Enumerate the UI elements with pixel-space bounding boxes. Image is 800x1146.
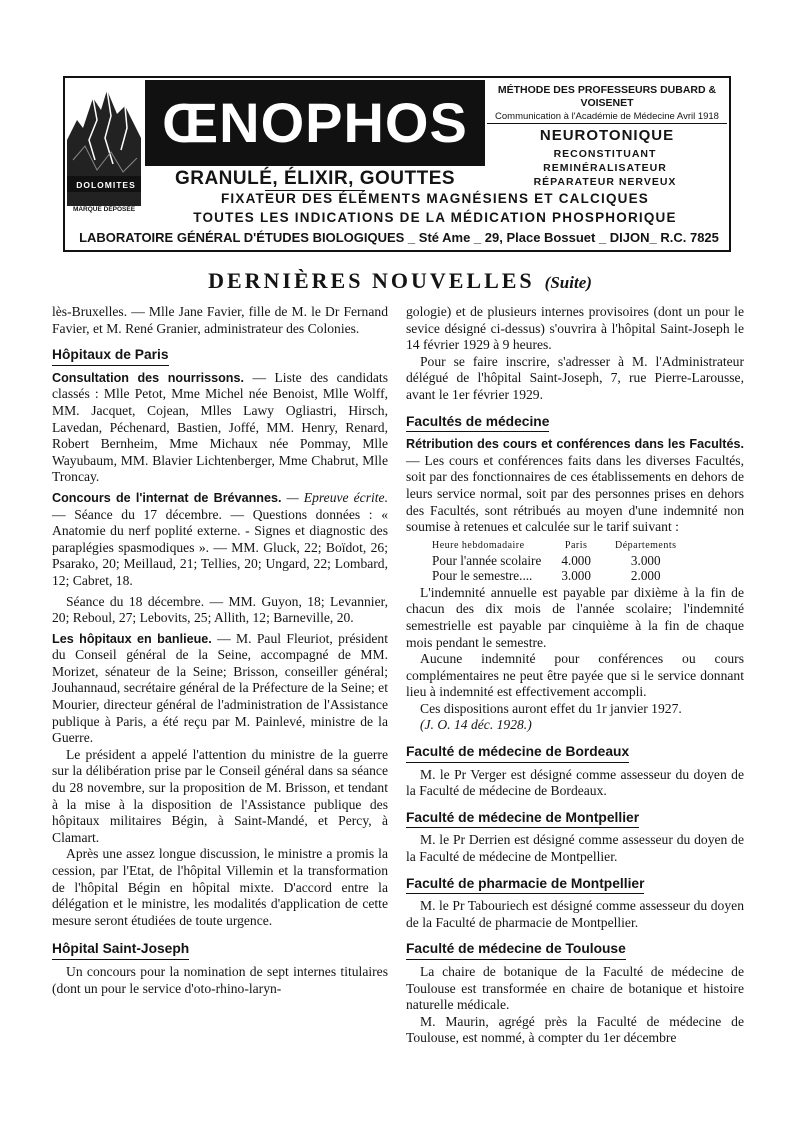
paragraph-text: — Liste des candidats classés : Mlle Petot, Mme Michel née Benoist, Mlle Wolff, MM. Jacquet, Cojean, Mlles Lawy Ogliastri, Hirsch, Lavedan, Péchenard, Bastien, Joffé, MM. Henry, Renard, Robert Bernheim, Mme Michaux née Pommay, Mlle Wayubaum, MM. Blavier Lichtenberger, Mme Chabrut, Mlle Troncay. [52,369,388,485]
paragraph-text: — Séance du 17 décembre. — Questions données : « Anatomie du nerf poplité externe. - Signes et diagnostic des paraplégies spasmodiques ». — MM. Gluck, 22; Boïdot, 26; Psarako, 20; Meillaud, 21; Tellies, 20; Ungard, 22; Lombard, 12; Cabret, 18. [52,506,388,588]
ad-line-indications: TOUTES LES INDICATIONS DE LA MÉDICATION PHOSPHORIQUE [193,210,677,225]
paragraph: Pour se faire inscrire, s'adresser à M. l'Administrateur délégué de l'hôpital Saint-Joseph, 7, rue Pierre-Larousse, avant le 1er février 1929. [406,353,744,402]
property-item: RECONSTITUANT [553,148,657,160]
paragraph: Après une assez longue discussion, le ministre a promis la cession, par l'Etat, de l'hôpital Villemin et la transformation de l'hôpital Bégin en hôpital mixte. D'accord entre la délégation et le ministre, les modalités d'application de cette mesure seront étudiées de toute urgence. [52,846,388,928]
method-credit [487,80,727,124]
heading-faculte-bordeaux: Faculté de médecine de Bordeaux [406,744,629,763]
table-cell: 3.000 [561,567,591,583]
paragraph-text: — M. Paul Fleuriot, président du Conseil général de la Seine, accompagné de MM. Morizet, sénateur de la Seine; Brisson, conseiller général; Jouhannaud, secrétaire général de la Préfecture de la Seine; et Mourier, directeur général de l'administration de l'Assistance publique à Paris, a été reçu par M. Painlevé, ministre de la Guerre. [52,630,388,746]
heading-faculte-toulouse: Faculté de médecine de Toulouse [406,941,626,960]
left-column [52,304,388,997]
paragraph: La chaire de botanique de la Faculté de médecine de Toulouse est transformée en chaire de botanique et histoire naturelle médicale. [406,964,744,1013]
table-header: Heure hebdomadaire [432,539,525,551]
table-cell: Pour le semestre.... [432,567,533,583]
section-title-text: DERNIÈRES NOUVELLES [208,268,535,293]
paragraph [52,631,388,747]
table-cell: Pour l'année scolaire [432,552,542,568]
neurotonique-label: NEUROTONIQUE [539,127,675,144]
right-column [406,304,744,1047]
paragraph [52,490,388,590]
paragraph: Aucune indemnité pour conférences ou cours complémentaires ne peut être payée que si le service donnant lieu à indemnité est effectivement accompli. [406,651,744,700]
paragraph: M. le Pr Verger est désigné comme assesseur du doyen de la Faculté de médecine de Bordeaux. [406,766,744,799]
table-header: Paris [564,539,588,551]
marque-deposee: MARQUE DÉPOSÉE [72,206,136,213]
heading-hopital-saint-joseph: Hôpital Saint-Joseph [52,941,189,960]
heading-facultes-de-medecine: Facultés de médecine [406,414,549,433]
lead-text: Consultation des nourrissons. [52,370,245,385]
ad-line-fixateur: FIXATEUR DES ÉLÉMENTS MAGNÉSIENS ET CALCIQUES [220,191,650,206]
table-row [432,553,689,568]
table-cell: 4.000 [561,552,591,568]
paragraph-text: — Les cours et conférences faits dans les diverses Facultés, soit par des fonctionnaires de ces établissements en dehors de leurs service normal, soit par des personnes prises en dehors des Facultés, sont rétribués au moyen d'une indemnité non soumise à retenues et calculée sur le tarif suivant : [406,452,744,535]
heading-hopitaux-de-paris: Hôpitaux de Paris [52,347,169,366]
table-header: Départements [614,539,677,551]
property-item: RÉPARATEUR NERVEUX [533,176,677,188]
paragraph: Un concours pour la nomination de sept internes titulaires (dont un pour le service d'oto-rhino-laryn- [52,963,388,996]
method-line-1: MÉTHODE DES PROFESSEURS DUBARD & VOISENET [497,84,717,109]
paragraph [52,370,388,486]
paragraph: lès-Bruxelles. — Mlle Jane Favier, fille de M. le Dr Fernand Favier, et M. René Granier, administrateur des Colonies. [52,304,388,336]
heading-pharmacie-montpellier: Faculté de pharmacie de Montpellier [406,876,644,895]
property-item: REMINÉRALISATEUR [543,162,667,174]
oenophos-advertisement [63,76,731,252]
ad-line-laboratoire: LABORATOIRE GÉNÉRAL D'ÉTUDES BIOLOGIQUES _ Sté Ame _ 29, Place Bossuet _ DIJON_ R.C. 7825 [79,230,719,245]
paragraph: M. Maurin, agrégé près la Faculté de médecine de Toulouse, est nommé, à compter du 1er décembre [406,1013,744,1046]
dolomites-label: DOLOMITES [76,180,136,190]
section-title [0,268,800,294]
paragraph: Séance du 18 décembre. — MM. Guyon, 18; Levannier, 20; Reboul, 27; Lebovits, 25; Allith, 12; Barneville, 20. [52,593,388,626]
properties-list [505,147,705,189]
table-cell: 3.000 [630,552,661,568]
lead-text: Les hôpitaux en banlieue. [52,631,212,646]
product-forms: GRANULÉ, ÉLIXIR, GOUTTES [174,168,456,189]
paragraph: Le président a appelé l'attention du ministre de la guerre sur la délibération prise par le Conseil général dans sa séance du 28 novembre, sur la proposition de M. Brisson, et tendant à la mise à la disposition de l'Assistance publique des hôpitaux militaires Bégin, à Saint-Mandé, et Percy, à Clamart. [52,746,388,845]
paragraph: M. le Pr Tabouriech est désigné comme assesseur du doyen de la Faculté de pharmacie de Montpellier. [406,898,744,930]
heading-faculte-montpellier: Faculté de médecine de Montpellier [406,810,639,829]
method-line-2: Communication à l'Académie de Médecine Avril 1918 [495,111,719,122]
paragraph: Ces dispositions auront effet du 1r janvier 1927. [420,700,682,716]
dolomites-logo [67,80,141,206]
section-suite: (Suite) [544,273,592,292]
citation: (J. O. 14 déc. 1928.) [420,717,532,733]
tarif-table [432,538,689,583]
paragraph: M. le Pr Derrien est désigné comme assesseur du doyen de la Faculté de médecine de Montpellier. [406,832,744,865]
lead-text: Rétribution des cours et conférences dans les Facultés. [406,437,744,452]
table-header-row [432,538,689,553]
paragraph: L'indemnité annuelle est payable par dixième à la fin de chacun des dix mois de l'année scolaire; l'indemnité semestrielle est payable par cinquième à la fin de chaque mois pendant le semestre. [406,584,744,650]
table-cell: 2.000 [630,567,661,583]
paragraph [406,436,744,536]
lead-text: Concours de l'internat de Brévannes. [52,490,282,505]
brand-name: ŒNOPHOS [145,80,485,166]
italic-text: — Epreuve écrite. [286,489,388,505]
table-row [432,568,689,583]
paragraph: gologie) et de plusieurs internes provisoires (dont un pour le sevice désigné ci-dessus) s'ouvrira à l'hôpital Saint-Joseph le 14 février 1929 à 9 heures. [406,304,744,353]
